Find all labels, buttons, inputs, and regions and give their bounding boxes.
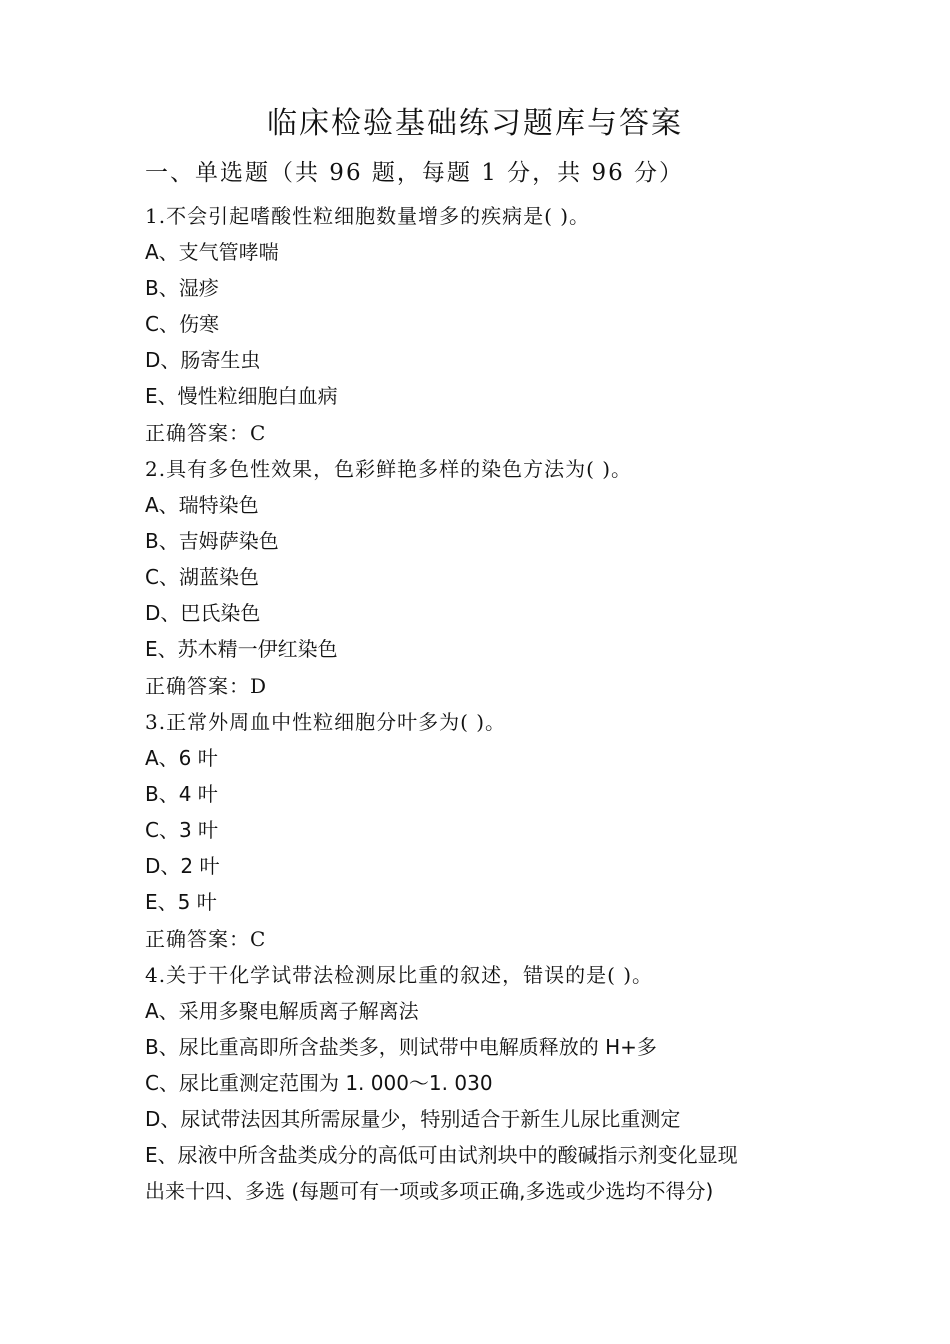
question-4-option-e: E、尿液中所含盐类成分的高低可由试剂块中的酸碱指示剂变化显现	[145, 1143, 738, 1167]
question-4-stem: 4.关于干化学试带法检测尿比重的叙述，错误的是( )。	[145, 963, 654, 987]
question-1-answer: 正确答案：C	[145, 421, 267, 445]
question-4-continuation: 出来十四、多选 (每题可有一项或多项正确,多选或少选均不得分)	[145, 1179, 714, 1203]
question-4-option-b: B、尿比重高即所含盐类多，则试带中电解质释放的 H+多	[145, 1035, 657, 1059]
question-2-answer: 正确答案：D	[145, 674, 268, 698]
question-3-option-d: D、2 叶	[145, 854, 220, 878]
question-4-option-a: A、采用多聚电解质离子解离法	[145, 999, 419, 1023]
section-heading: 一、单选题（共 96 题，每题 1 分，共 96 分）	[145, 160, 685, 186]
question-4-option-d: D、尿试带法因其所需尿量少，特别适合于新生儿尿比重测定	[145, 1107, 681, 1131]
question-4-option-c: C、尿比重测定范围为 1. 000～1. 030	[145, 1071, 493, 1095]
question-2-option-c: C、湖蓝染色	[145, 565, 259, 589]
question-3-option-a: A、6 叶	[145, 746, 218, 770]
question-3-answer: 正确答案：C	[145, 927, 267, 951]
question-1-option-b: B、湿疹	[145, 276, 219, 300]
question-2-option-d: D、巴氏染色	[145, 601, 261, 625]
question-1-stem: 1.不会引起嗜酸性粒细胞数量增多的疾病是( )。	[145, 204, 591, 228]
question-2-option-b: B、吉姆萨染色	[145, 529, 279, 553]
question-3-stem: 3.正常外周血中性粒细胞分叶多为( )。	[145, 710, 507, 734]
question-3-option-e: E、5 叶	[145, 890, 217, 914]
question-2-option-a: A、瑞特染色	[145, 493, 259, 517]
question-1-option-e: E、慢性粒细胞白血病	[145, 384, 338, 408]
question-1-option-a: A、支气管哮喘	[145, 240, 279, 264]
question-2-stem: 2.具有多色性效果，色彩鲜艳多样的染色方法为( )。	[145, 457, 633, 481]
question-3-option-b: B、4 叶	[145, 782, 218, 806]
question-3-option-c: C、3 叶	[145, 818, 219, 842]
question-1-option-d: D、肠寄生虫	[145, 348, 261, 372]
document-title: 临床检验基础练习题库与答案	[267, 106, 683, 141]
question-1-option-c: C、伤寒	[145, 312, 219, 336]
question-2-option-e: E、苏木精一伊红染色	[145, 637, 338, 661]
